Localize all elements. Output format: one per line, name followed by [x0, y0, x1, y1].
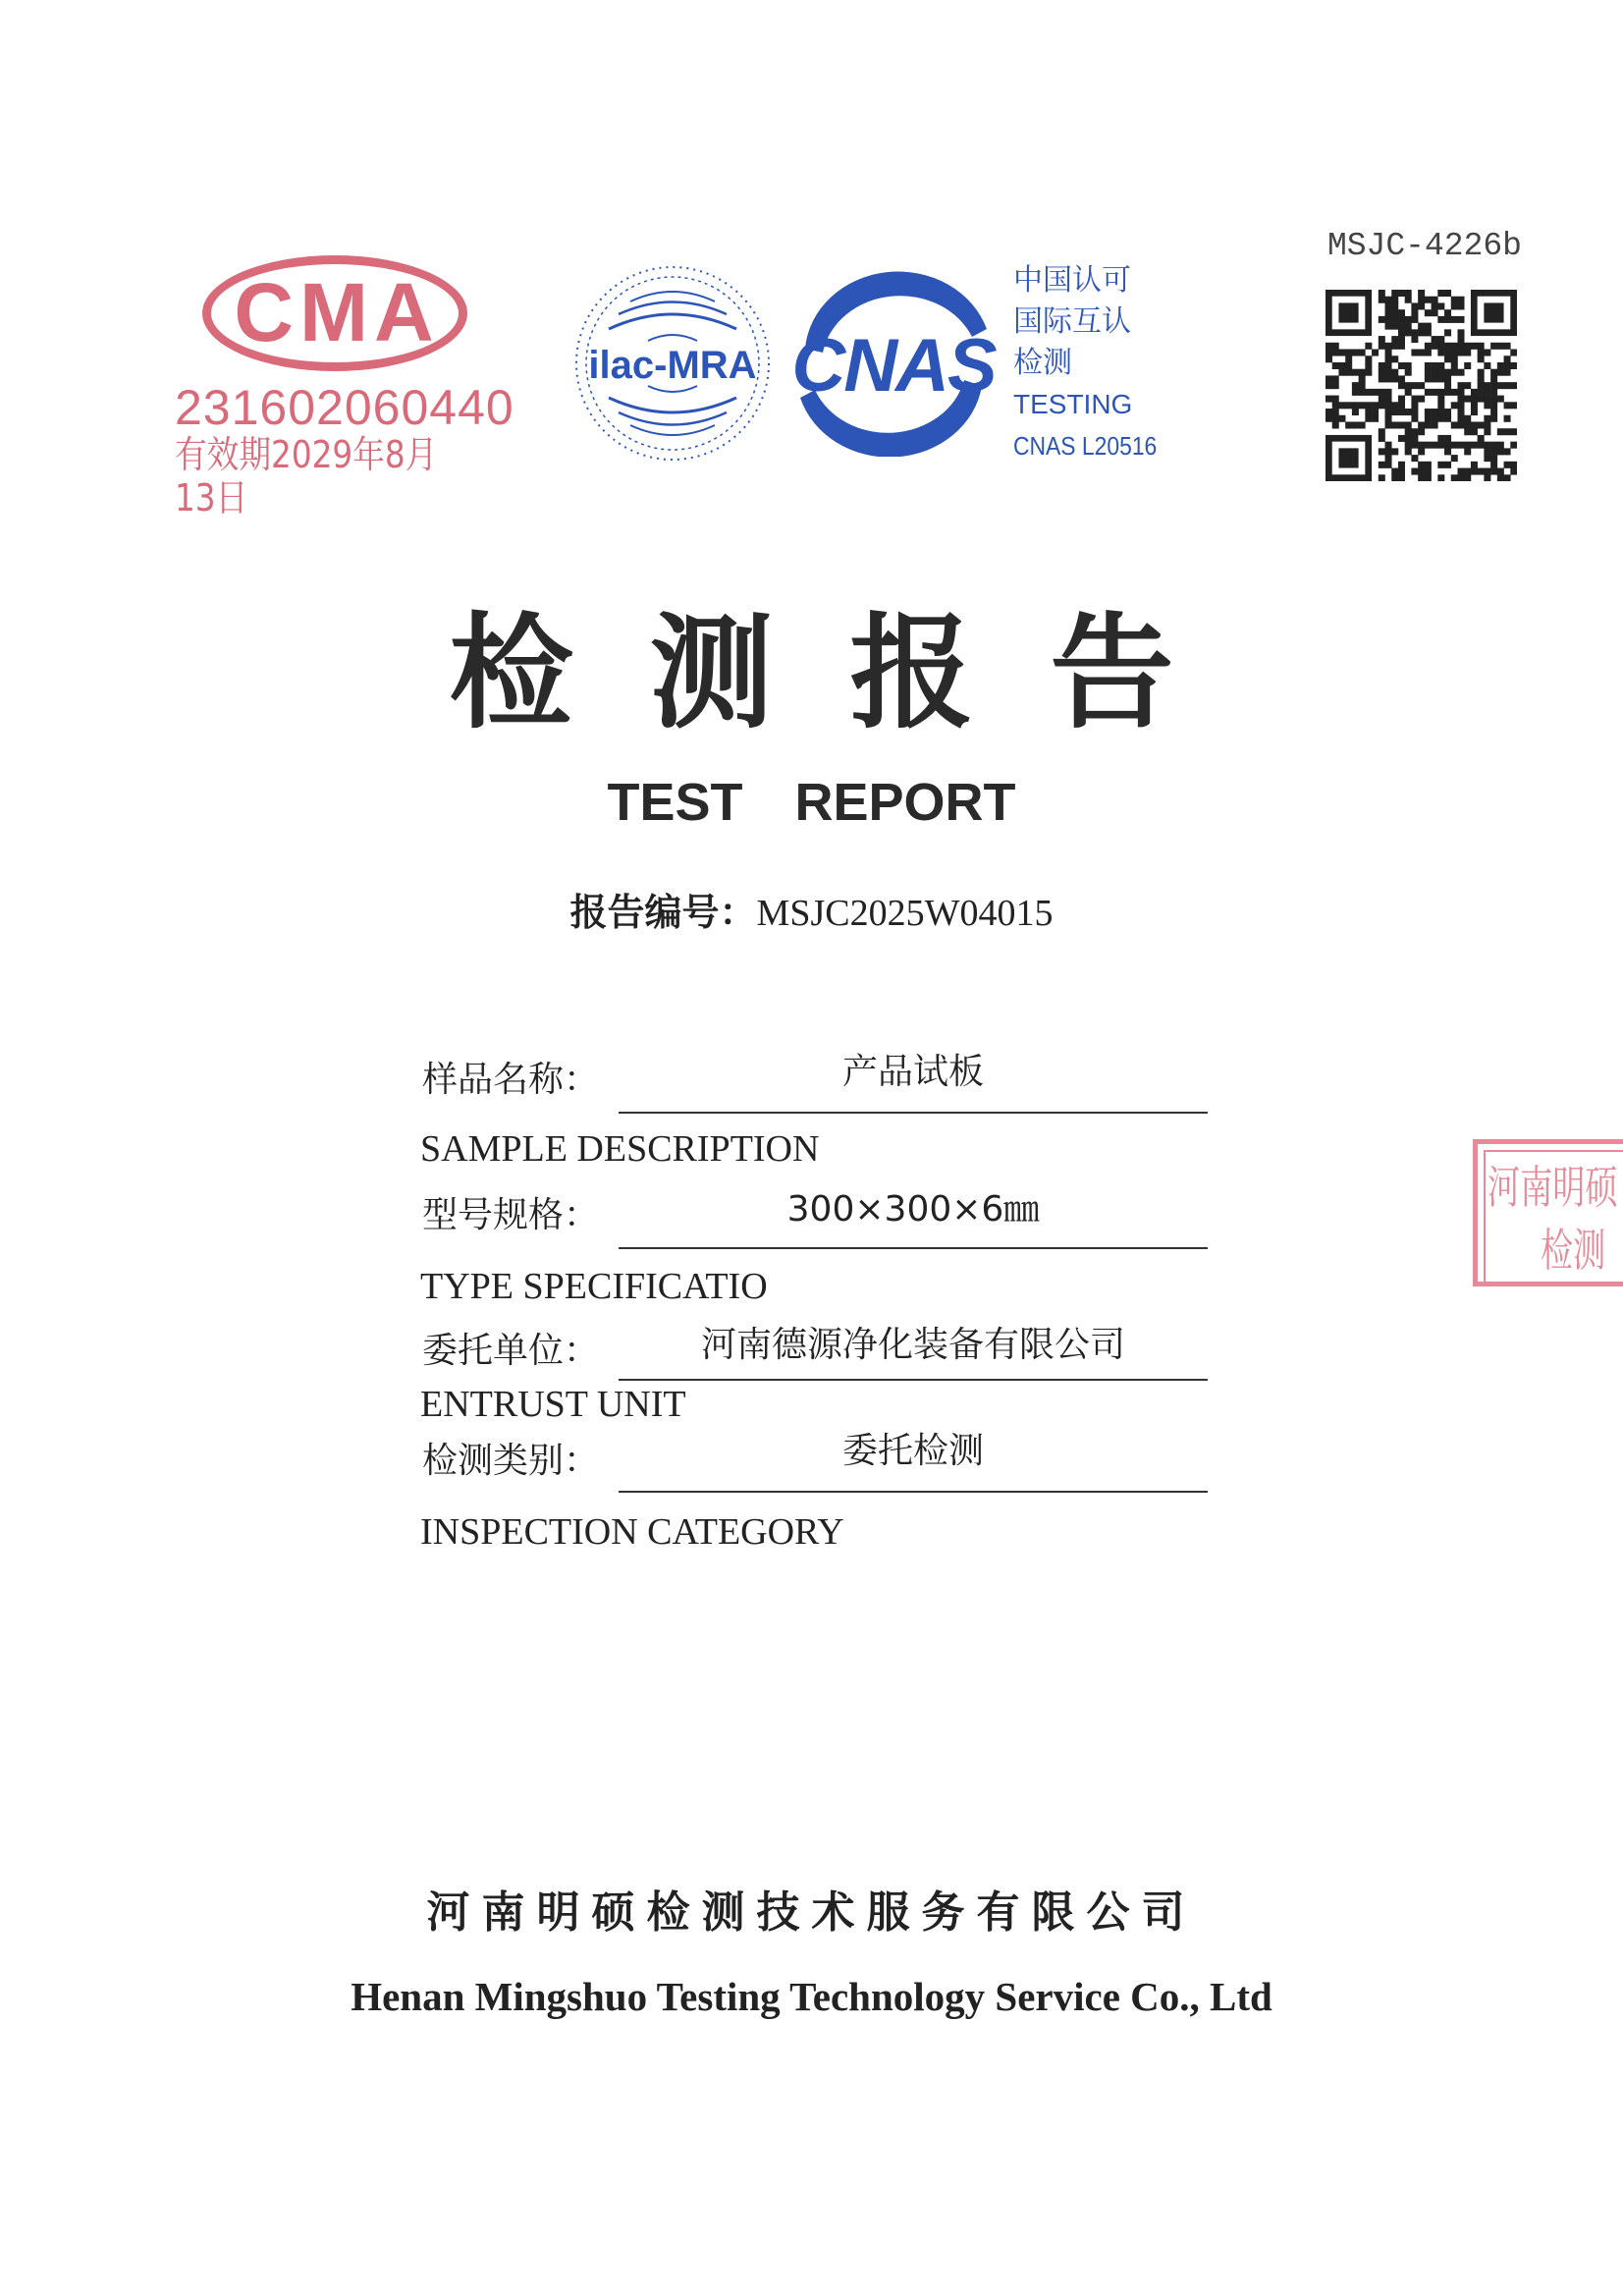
sample-underline	[619, 1112, 1208, 1114]
side-seal-line1: 河南明硕	[1488, 1161, 1618, 1214]
cnas-caption	[1013, 260, 1180, 466]
cnas-caption-line4: TESTING	[1013, 389, 1133, 419]
report-title-en: TEST REPORT	[607, 773, 1016, 832]
ilac-globe-icon	[569, 260, 776, 466]
ilac-text: ilac-MRA	[588, 344, 757, 387]
category-label-en: INSPECTION CATEGORY	[420, 1511, 844, 1553]
sample-label-cn: 样品名称：	[422, 1060, 600, 1100]
entrust-underline	[619, 1379, 1208, 1381]
cnas-logo	[776, 270, 1011, 457]
report-number-label: 报告编号：	[569, 891, 757, 934]
category-label-cn: 检测类别：	[422, 1441, 600, 1481]
cnas-caption-line5: CNAS L20516	[1013, 431, 1158, 461]
category-value: 委托检测	[841, 1431, 984, 1471]
sample-value: 产品试板	[841, 1052, 984, 1092]
qr-code-icon	[1325, 290, 1517, 481]
report-title-cn: 检测报告	[449, 600, 1251, 745]
type-label-cn: 型号规格：	[422, 1195, 600, 1235]
side-seal-stamp	[1473, 1139, 1623, 1286]
cnas-caption-line2: 国际互认	[1013, 304, 1131, 339]
report-number-value: MSJC2025W04015	[756, 893, 1054, 934]
type-value: 300×300×6㎜	[786, 1189, 1040, 1230]
entrust-label-en: ENTRUST UNIT	[420, 1384, 686, 1425]
cnas-caption-line3: 检测	[1013, 346, 1072, 380]
entrust-value: 河南德源净化装备有限公司	[700, 1325, 1125, 1365]
report-number	[0, 889, 1623, 937]
sample-label-en: SAMPLE DESCRIPTION	[420, 1128, 820, 1170]
side-seal-line2: 检测	[1541, 1224, 1606, 1277]
cnas-caption-line1: 中国认可	[1013, 263, 1131, 298]
entrust-label-cn: 委托单位：	[422, 1331, 600, 1371]
cnas-logo-text: CNAS	[791, 324, 996, 408]
company-name-en: Henan Mingshuo Testing Technology Service Co., Ltd	[351, 1974, 1272, 2019]
category-underline	[619, 1491, 1208, 1493]
type-underline	[619, 1247, 1208, 1249]
cma-validity: 有效期2029年8月13日	[175, 433, 438, 519]
type-label-en: TYPE SPECIFICATIO	[420, 1266, 768, 1307]
company-name-cn: 河南明硕检测技术服务有限公司	[426, 1887, 1197, 1938]
document-code: MSJC-4226b	[1326, 228, 1522, 264]
ilac-mra-logo	[569, 260, 776, 466]
cma-stamp	[175, 250, 514, 519]
cma-number: 231602060440	[175, 380, 514, 435]
cma-letters: CMA	[234, 266, 440, 358]
